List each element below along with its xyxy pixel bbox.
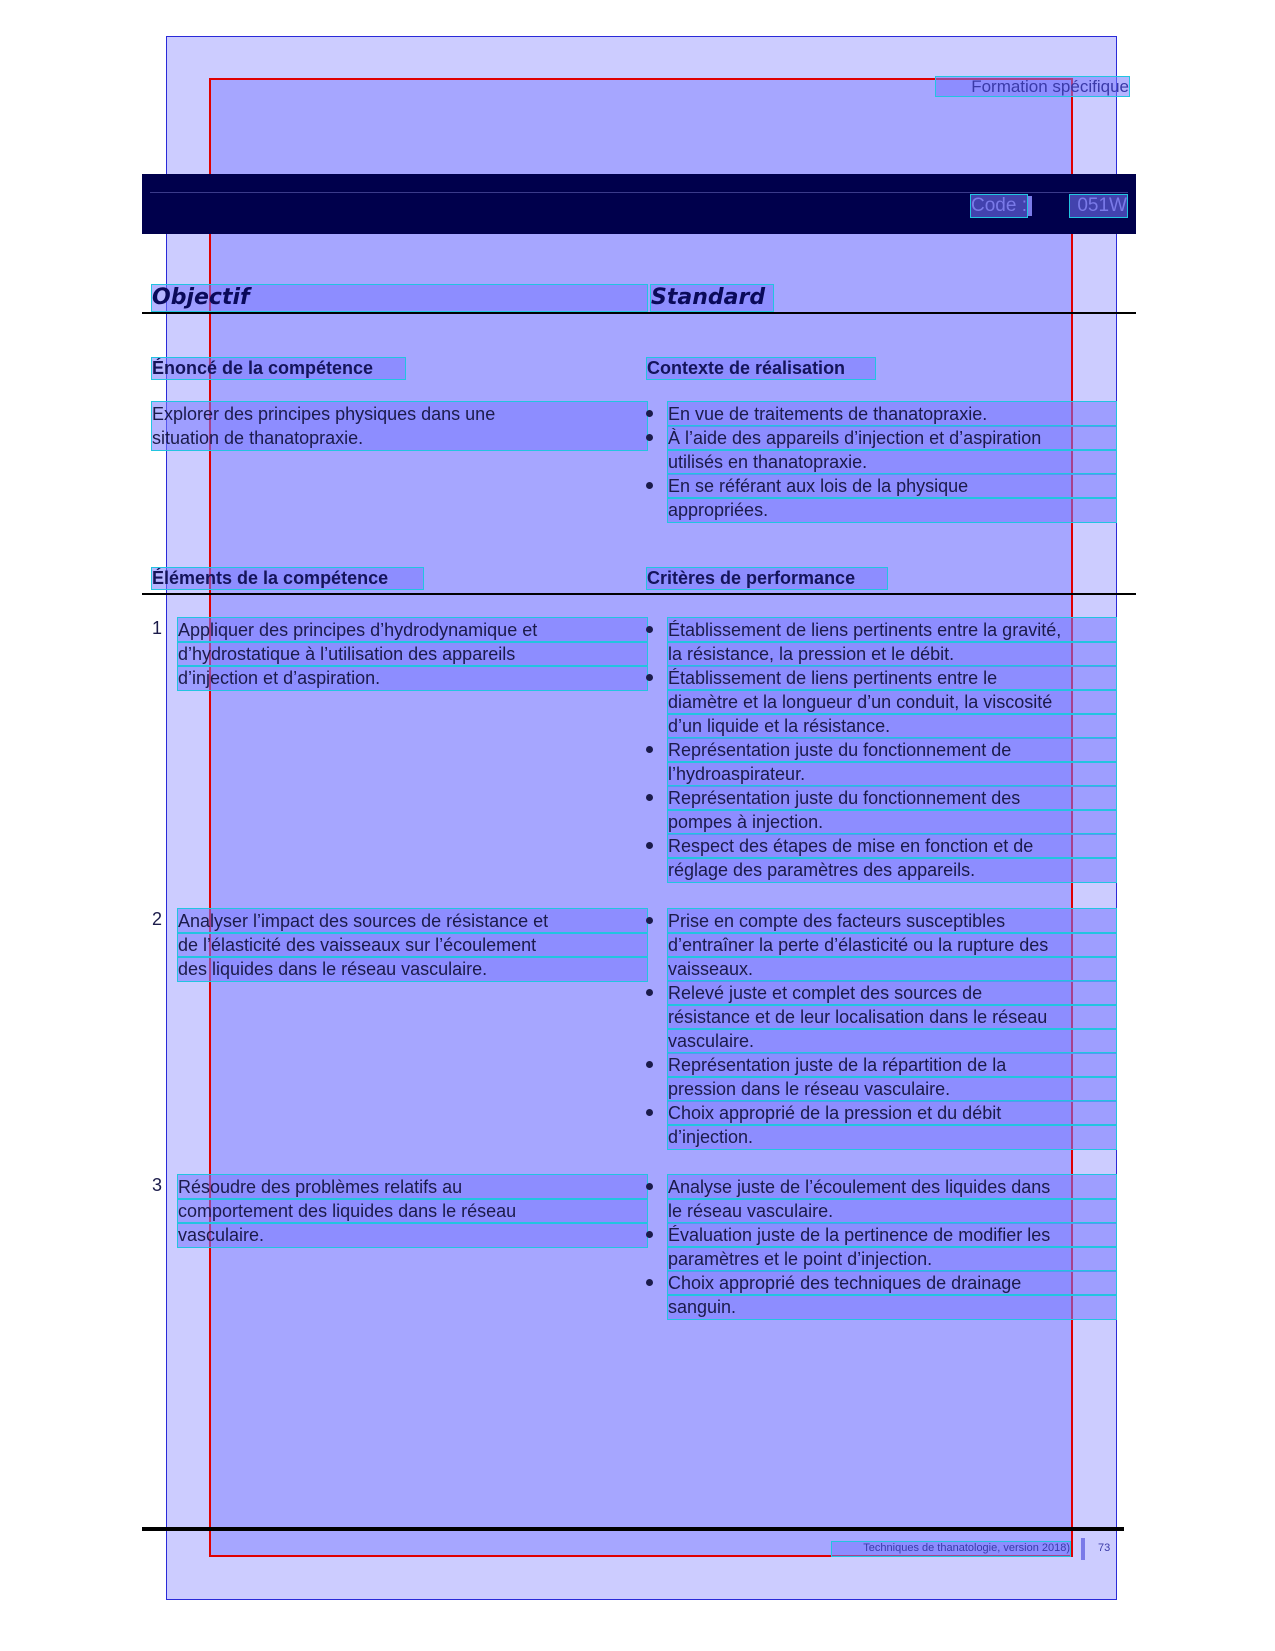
criteria-list — [646, 909, 1116, 1149]
heading-enonce: Énoncé de la compétence — [152, 358, 405, 379]
criteria-list — [646, 1175, 1116, 1319]
list-line: Prise en compte des facteurs susceptibles — [668, 909, 1116, 933]
criterion-item — [646, 1101, 1116, 1149]
criterion-item — [646, 1175, 1116, 1223]
section-title-objectif: Objectif — [152, 285, 647, 311]
criterion-item — [646, 786, 1116, 834]
element-number: 2 — [152, 909, 163, 929]
criterion-item — [646, 1223, 1116, 1271]
list-line: À l’aide des appareils d’injection et d’aspiration — [668, 426, 1116, 450]
element-text — [178, 1175, 647, 1247]
criterion-item — [646, 1053, 1116, 1101]
list-line: Relevé juste et complet des sources de — [668, 981, 1116, 1005]
statement-line: Explorer des principes physiques dans une — [152, 404, 496, 424]
element-line: Résoudre des problèmes relatifs au — [178, 1175, 647, 1199]
element-line: d’hydrostatique à l’utilisation des appareils — [178, 642, 647, 666]
list-line: vasculaire. — [668, 1029, 1116, 1053]
list-line: pression dans le réseau vasculaire. — [668, 1077, 1116, 1101]
list-line: Respect des étapes de mise en fonction et de — [668, 834, 1116, 858]
element-text — [178, 909, 647, 981]
list-line: paramètres et le point d’injection. — [668, 1247, 1116, 1271]
footer-title: Techniques de thanatologie, version 2018) — [832, 1542, 1070, 1556]
list-line: Représentation juste du fonctionnement des — [668, 786, 1116, 810]
list-line: Analyse juste de l’écoulement des liquides dans — [668, 1175, 1116, 1199]
list-line: Représentation juste du fonctionnement de — [668, 738, 1116, 762]
list-line: Choix approprié de la pression et du débit — [668, 1101, 1116, 1125]
element-number: 1 — [152, 618, 163, 638]
criterion-item — [646, 738, 1116, 786]
criterion-item — [646, 909, 1116, 981]
list-line: résistance et de leur localisation dans le réseau — [668, 1005, 1116, 1029]
element-text — [178, 618, 647, 690]
element-line: Analyser l’impact des sources de résistance et — [178, 909, 647, 933]
code-separator — [1028, 196, 1032, 216]
heading-contexte: Contexte de réalisation — [647, 358, 875, 379]
element-line: comportement des liquides dans le réseau — [178, 1199, 647, 1223]
list-line: d’injection. — [668, 1125, 1116, 1149]
list-line: d’un liquide et la résistance. — [668, 714, 1116, 738]
criteria-list — [646, 618, 1116, 882]
context-item — [646, 426, 1116, 474]
context-item — [646, 402, 1116, 426]
context-item — [646, 474, 1116, 522]
list-line: Établissement de liens pertinents entre la gravité, — [668, 618, 1116, 642]
statement-line: situation de thanatopraxie. — [152, 428, 364, 448]
list-line: En se référant aux lois de la physique — [668, 474, 1116, 498]
footer-divider — [142, 1527, 1124, 1531]
list-line: sanguin. — [668, 1295, 1116, 1319]
footer-separator — [1081, 1538, 1085, 1560]
list-line: l’hydroaspirateur. — [668, 762, 1116, 786]
code-value: 051W — [1070, 195, 1127, 217]
code-label: Code : — [971, 195, 1027, 216]
element-line: d’injection et d’aspiration. — [178, 666, 647, 690]
page-number: 73 — [1098, 1542, 1111, 1554]
list-line: En vue de traitements de thanatopraxie. — [668, 402, 1116, 426]
list-line: appropriées. — [668, 498, 1116, 522]
element-line: de l’élasticité des vaisseaux sur l’écoulement — [178, 933, 647, 957]
list-line: vaisseaux. — [668, 957, 1116, 981]
element-number: 3 — [152, 1175, 163, 1195]
competence-statement — [152, 402, 647, 450]
list-line: Établissement de liens pertinents entre le — [668, 666, 1116, 690]
list-line: Choix approprié des techniques de drainage — [668, 1271, 1116, 1295]
elements-divider — [142, 593, 1136, 595]
heading-criteres: Critères de performance — [647, 568, 887, 589]
list-line: diamètre et la longueur d’un conduit, la viscosité — [668, 690, 1116, 714]
list-line: Représentation juste de la répartition de la — [668, 1053, 1116, 1077]
program-label: Formation spécifique — [936, 77, 1129, 96]
list-line: d’entraîner la perte d’élasticité ou la rupture des — [668, 933, 1116, 957]
list-line: réglage des paramètres des appareils. — [668, 858, 1116, 882]
element-line: vasculaire. — [178, 1223, 647, 1247]
list-line: pompes à injection. — [668, 810, 1116, 834]
list-line: la résistance, la pression et le débit. — [668, 642, 1116, 666]
element-line: Appliquer des principes d’hydrodynamique et — [178, 618, 647, 642]
list-line: utilisés en thanatopraxie. — [668, 450, 1116, 474]
heading-elements: Éléments de la compétence — [152, 568, 423, 589]
list-line: Évaluation juste de la pertinence de modifier les — [668, 1223, 1116, 1247]
criterion-item — [646, 1271, 1116, 1319]
criterion-item — [646, 834, 1116, 882]
element-line: des liquides dans le réseau vasculaire. — [178, 957, 647, 981]
list-line: le réseau vasculaire. — [668, 1199, 1116, 1223]
criterion-item — [646, 666, 1116, 738]
section-divider — [142, 312, 1136, 314]
section-title-standard: Standard — [651, 285, 773, 311]
context-list — [646, 402, 1116, 522]
criterion-item — [646, 981, 1116, 1053]
criterion-item — [646, 618, 1116, 666]
